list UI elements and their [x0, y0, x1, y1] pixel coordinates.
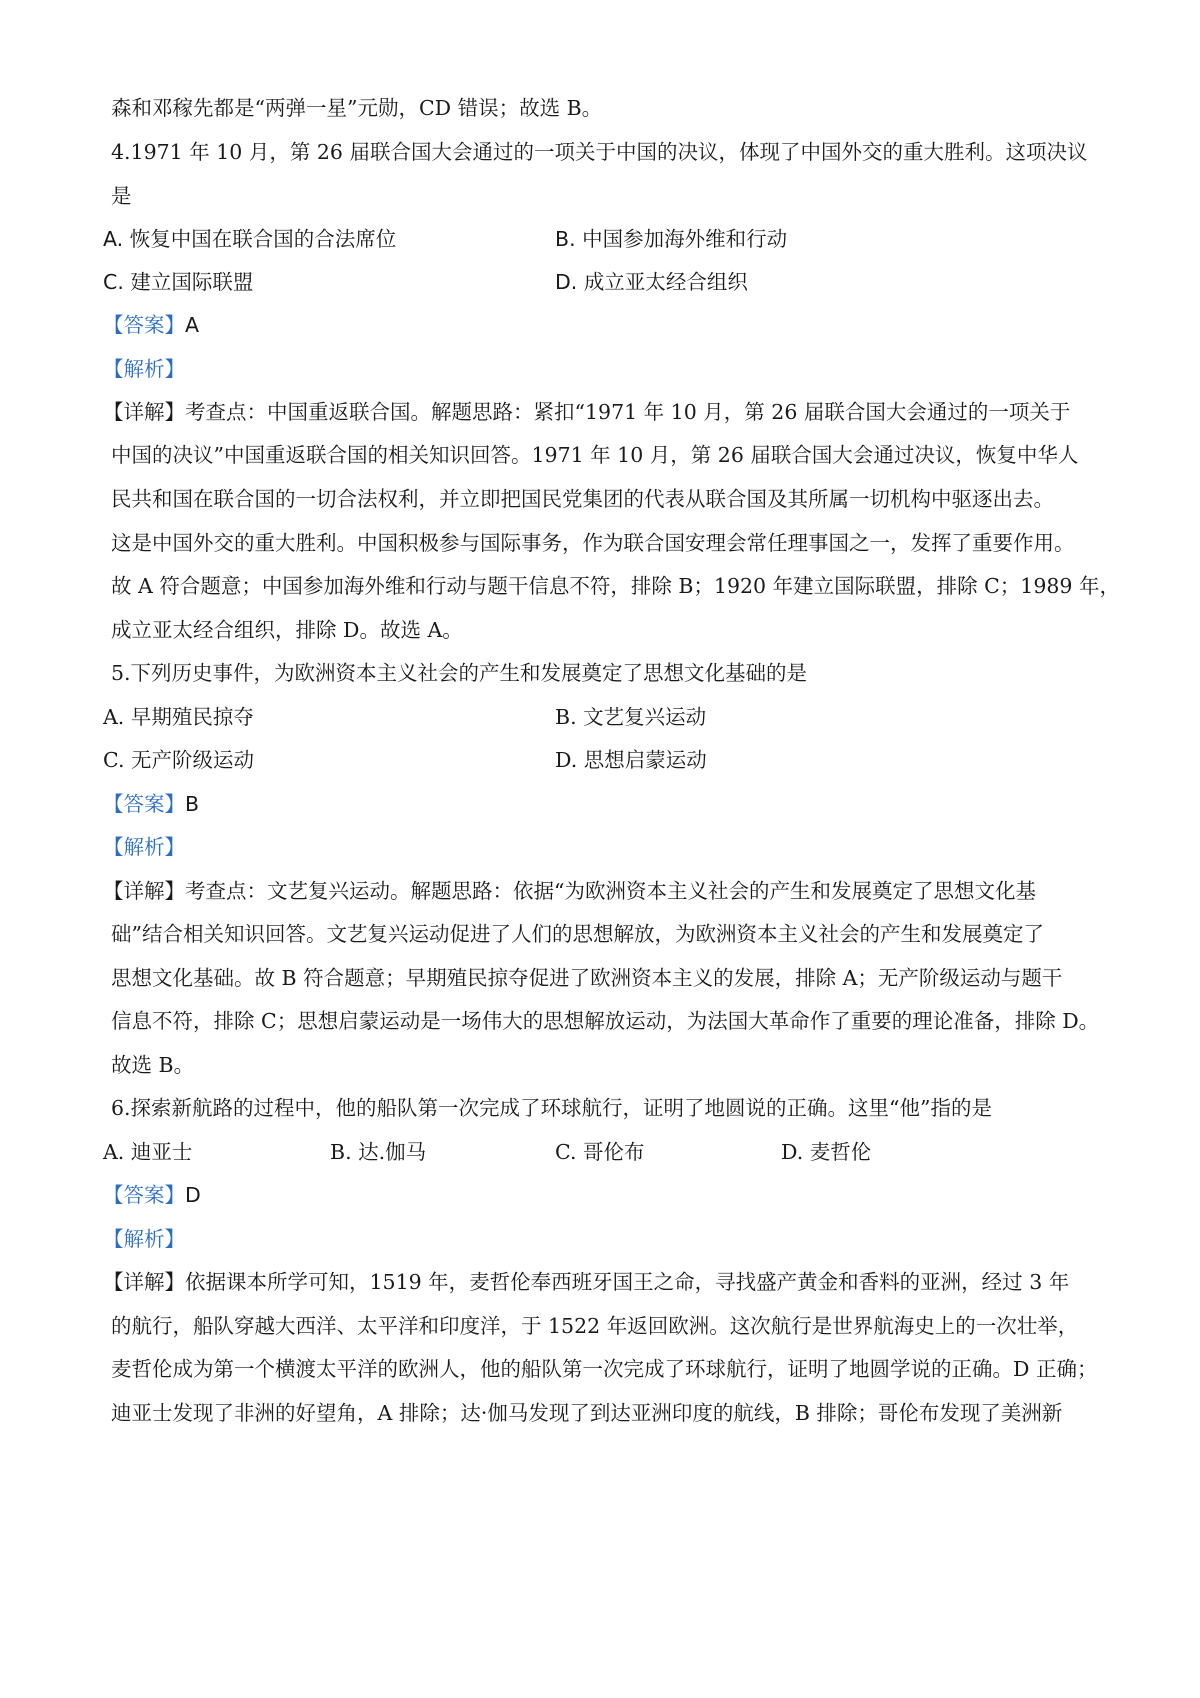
q6-stem: 6.探索新航路的过程中，他的船队第一次完成了环球航行，证明了地圆说的正确。这里“他”指的是: [111, 1096, 993, 1120]
q5-option-c: C. 无产阶级运动: [103, 748, 254, 772]
q6-option-d: D. 麦哲伦: [781, 1140, 872, 1164]
intro-line: 森和邓稼先都是“两弹一星”元勋，CD 错误；故选 B。: [111, 96, 603, 120]
q4-analysis-tag: 【解析】: [103, 357, 185, 381]
q6-detail-line-2: 的航行，船队穿越大西洋、太平洋和印度洋，于 1522 年返回欧洲。这次航行是世界航海史上的一次壮举，: [111, 1314, 1079, 1338]
q6-option-a: A. 迪亚士: [103, 1140, 193, 1164]
q4-option-b: B. 中国参加海外维和行动: [555, 227, 788, 251]
q4-detail-line-3: 民共和国在联合国的一切合法权利，并立即把国民党集团的代表从联合国及其所属一切机构中驱逐出去。: [111, 487, 1054, 511]
q4-answer-tag: 【答案】: [103, 313, 185, 337]
q5-detail-line-2: 础”结合相关知识回答。文艺复兴运动促进了人们的思想解放，为欧洲资本主义社会的产生和发展奠定了: [111, 922, 1044, 946]
q4-detail-line-6: 成立亚太经合组织，排除 D。故选 A。: [111, 618, 463, 642]
q6-analysis-tag: 【解析】: [103, 1227, 185, 1251]
q4-option-c: C. 建立国际联盟: [103, 270, 254, 294]
q5-stem: 5.下列历史事件，为欧洲资本主义社会的产生和发展奠定了思想文化基础的是: [111, 661, 808, 685]
q6-detail-line-1: [103, 1266, 1083, 1298]
q4-option-d: D. 成立亚太经合组织: [555, 270, 748, 294]
q6-detail-line-4: 迪亚士发现了非洲的好望角，A 排除；达·伽马发现了到达亚洲印度的航线，B 排除；哥伦布发现了美洲新: [111, 1401, 1063, 1425]
q4-answer-line: [103, 309, 1083, 341]
q5-detail-line-5: 故选 B。: [111, 1053, 195, 1077]
q4-stem-line2: 是: [111, 184, 132, 208]
q6-detail-tag: 【详解】: [103, 1270, 185, 1294]
q4-detail-line-4: 这是中国外交的重大胜利。中国积极参与国际事务，作为联合国安理会常任理事国之一，发挥了重要作用。: [111, 531, 1075, 555]
q6-detail-text-1: 依据课本所学可知，1519 年，麦哲伦奉西班牙国王之命，寻找盛产黄金和香料的亚洲，经过 3 年: [185, 1270, 1070, 1294]
q5-detail-line-1: [103, 875, 1083, 907]
q4-option-a: A. 恢复中国在联合国的合法席位: [103, 227, 397, 251]
q6-detail-line-3: 麦哲伦成为第一个横渡太平洋的欧洲人，他的船队第一次完成了环球航行，证明了地圆学说的正确。D 正确；: [111, 1357, 1098, 1381]
q6-option-c: C. 哥伦布: [555, 1140, 645, 1164]
q4-detail-line-1: [103, 396, 1083, 428]
q4-stem-line1: 4.1971 年 10 月，第 26 届联合国大会通过的一项关于中国的决议，体现了中国外交的重大胜利。这项决议: [111, 140, 1088, 164]
q5-answer-tag: 【答案】: [103, 792, 185, 816]
q6-answer-tag: 【答案】: [103, 1183, 185, 1207]
q5-detail-line-4: 信息不符，排除 C；思想启蒙运动是一场伟大的思想解放运动，为法国大革命作了重要的理论准备，排除 D。: [111, 1009, 1100, 1033]
q4-answer-value: A: [185, 313, 200, 337]
q6-option-b: B. 达.伽马: [330, 1140, 427, 1164]
q5-answer-value: B: [185, 792, 200, 816]
q4-detail-tag: 【详解】: [103, 400, 185, 424]
q6-answer-line: [103, 1179, 1083, 1211]
q4-detail-text-1: 考查点：中国重返联合国。解题思路：紧扣“1971 年 10 月，第 26 届联合国大会通过的一项关于: [185, 400, 1071, 424]
q5-answer-line: [103, 788, 1083, 820]
q6-answer-value: D: [185, 1183, 201, 1207]
q5-detail-line-3: 思想文化基础。故 B 符合题意；早期殖民掠夺促进了欧洲资本主义的发展，排除 A；无产阶级运动与题干: [111, 966, 1063, 990]
q4-detail-line-5: 故 A 符合题意；中国参加海外维和行动与题干信息不符，排除 B；1920 年建立国际联盟，排除 C；1989 年，: [111, 574, 1120, 598]
q5-detail-tag: 【详解】: [103, 879, 185, 903]
q5-option-a: A. 早期殖民掠夺: [103, 705, 254, 729]
q5-option-b: B. 文艺复兴运动: [555, 705, 707, 729]
q4-detail-line-2: 中国的决议”中国重返联合国的相关知识回答。1971 年 10 月，第 26 届联合国大会通过决议，恢复中华人: [111, 443, 1079, 467]
q5-analysis-tag: 【解析】: [103, 835, 185, 859]
q5-analysis-line: [103, 831, 1083, 863]
q5-option-d: D. 思想启蒙运动: [555, 748, 707, 772]
q4-analysis-line: [103, 353, 1083, 385]
q5-detail-text-1: 考查点：文艺复兴运动。解题思路：依据“为欧洲资本主义社会的产生和发展奠定了思想文化基: [185, 879, 1036, 903]
q6-analysis-line: [103, 1223, 1083, 1255]
